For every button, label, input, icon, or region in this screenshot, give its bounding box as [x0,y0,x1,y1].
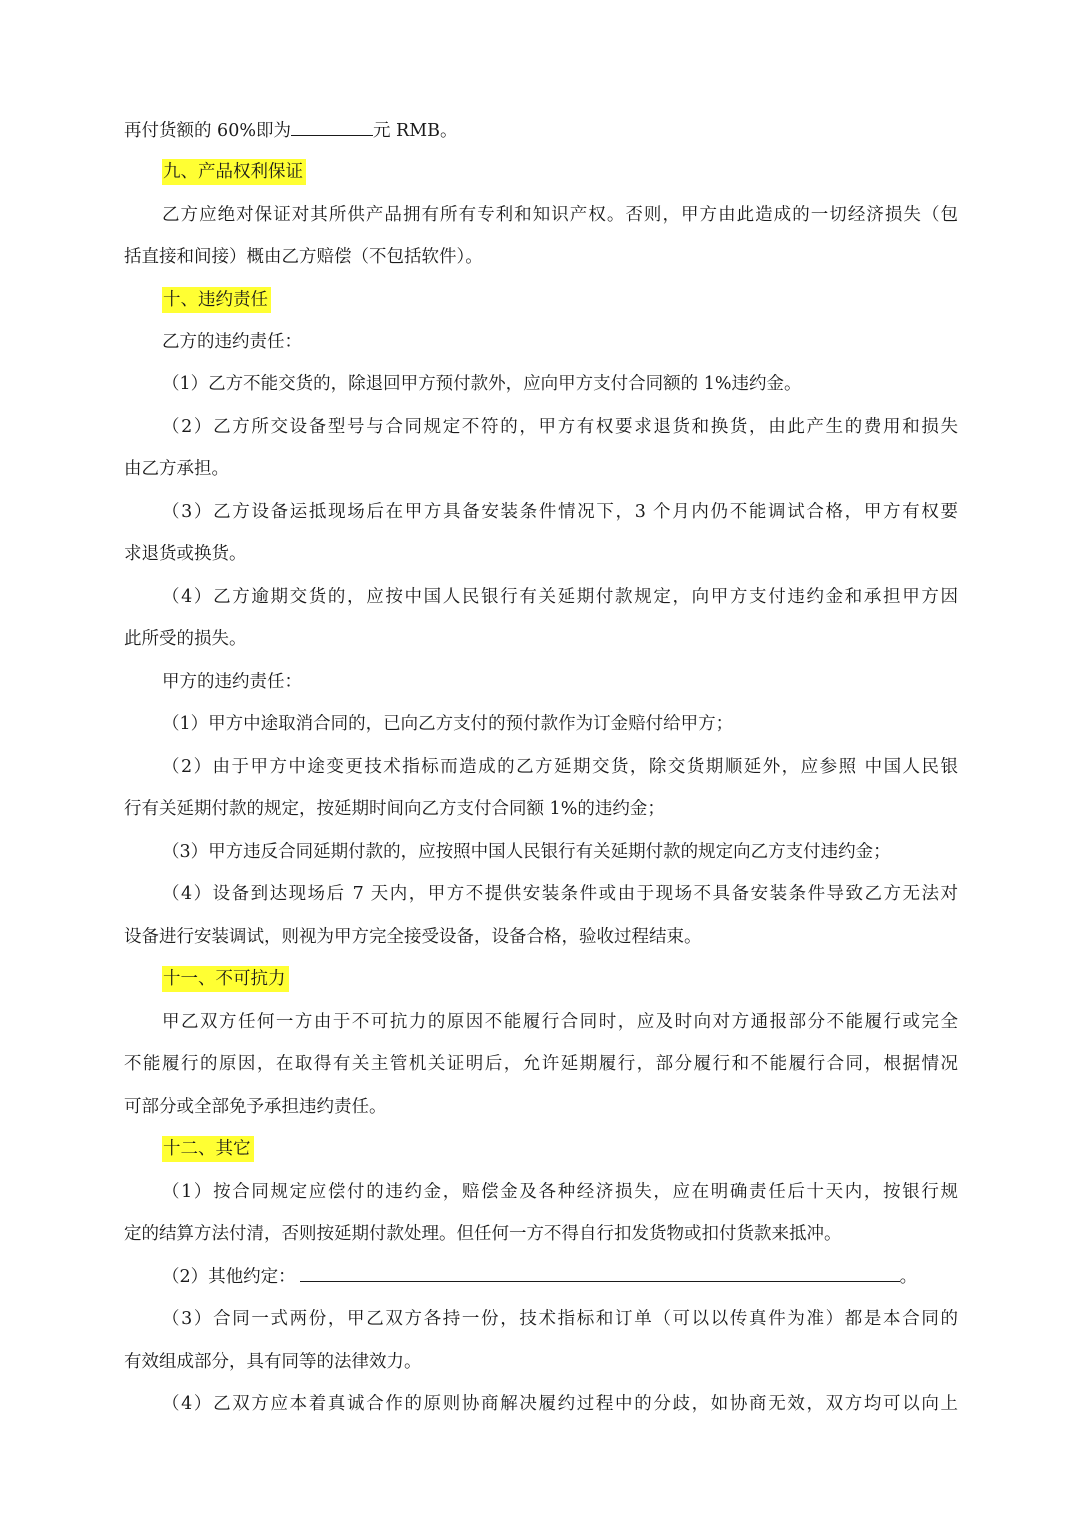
paragraph-line: 可部分或全部免予承担违约责任。 [124,1097,387,1117]
paragraph-line: 由乙方承担。 [124,459,229,479]
payment-line [124,119,958,143]
paragraph-line: 行有关延期付款的规定，按延期时间向乙方支付合同额 1%的违约金； [124,799,665,819]
section-heading-12 [162,1137,958,1161]
paragraph-line: 甲方的违约责任： [162,672,302,692]
section-heading-11-text: 十一、不可抗力 [162,966,289,992]
payment-unit: 元 RMB。 [372,121,458,141]
section-heading-11 [162,967,958,991]
other-agreement-blank [300,1265,900,1282]
paragraph-line: 有效组成部分，具有同等的法律效力。 [124,1352,422,1372]
paragraph-line: （4）乙双方应本着真诚合作的原则协商解决履约过程中的分歧，如协商无效，双方均可以向上 [162,1394,958,1414]
paragraph-line: 不能履行的原因，在取得有关主管机关证明后，允许延期履行，部分履行和不能履行合同，根据情况 [124,1054,958,1074]
paragraph-line: （2）由于甲方中途变更技术指标而造成的乙方延期交货，除交货期顺延外，应参照 中国人民银 [162,757,958,777]
paragraph-line: （1）乙方不能交货的，除退回甲方预付款外，应向甲方支付合同额的 1%违约金。 [162,374,802,394]
paragraph-line: （4）设备到达现场后 7 天内，甲方不提供安装条件或由于现场不具备安装条件导致乙方无法对 [162,884,958,904]
paragraph-line: （3）甲方违反合同延期付款的，应按照中国人民银行有关延期付款的规定向乙方支付违约金； [162,842,891,862]
other-agreement-label: （2）其他约定： [162,1267,296,1287]
paragraph-line: 乙方的违约责任： [162,332,302,352]
other-agreement-line [162,1265,958,1289]
paragraph-line: （1）按合同规定应偿付的违约金，赔偿金及各种经济损失，应在明确责任后十天内，按银行规 [162,1182,958,1202]
paragraph-line: （3）乙方设备运抵现场后在甲方具备安装条件情况下，3 个月内仍不能调试合格，甲方有权要 [162,502,958,522]
paragraph-line: 此所受的损失。 [124,629,247,649]
paragraph-line: 乙方应绝对保证对其所供产品拥有所有专利和知识产权。否则，甲方由此造成的一切经济损失（包 [162,205,958,225]
payment-text: 再付货额的 60%即为 [124,121,291,141]
paragraph-line: 设备进行安装调试，则视为甲方完全接受设备，设备合格，验收过程结束。 [124,927,702,947]
paragraph-line: （2）乙方所交设备型号与合同规定不符的，甲方有权要求退货和换货，由此产生的费用和损失 [162,417,958,437]
other-agreement-end: 。 [899,1267,918,1287]
paragraph-line: 求退货或换货。 [124,544,247,564]
section-heading-9-text: 九、产品权利保证 [162,159,306,185]
section-heading-12-text: 十二、其它 [162,1136,254,1162]
paragraph-line: 定的结算方法付清，否则按延期付款处理。但任何一方不得自行扣发货物或扣付货款来抵冲。 [124,1224,842,1244]
paragraph-line: 甲乙双方任何一方由于不可抗力的原因不能履行合同时，应及时向对方通报部分不能履行或完全 [162,1012,958,1032]
section-heading-10 [162,288,958,312]
section-heading-9 [162,160,958,184]
paragraph-line: （1）甲方中途取消合同的，已向乙方支付的预付款作为订金赔付给甲方； [162,714,734,734]
section-heading-10-text: 十、违约责任 [162,287,271,313]
paragraph-line: 括直接和间接）概由乙方赔偿（不包括软件）。 [124,247,483,267]
payment-amount-blank [291,119,373,136]
paragraph-line: （3）合同一式两份，甲乙双方各持一份，技术指标和订单（可以以传真件为准）都是本合同的 [162,1309,958,1329]
paragraph-line: （4）乙方逾期交货的，应按中国人民银行有关延期付款规定，向甲方支付违约金和承担甲方因 [162,587,958,607]
